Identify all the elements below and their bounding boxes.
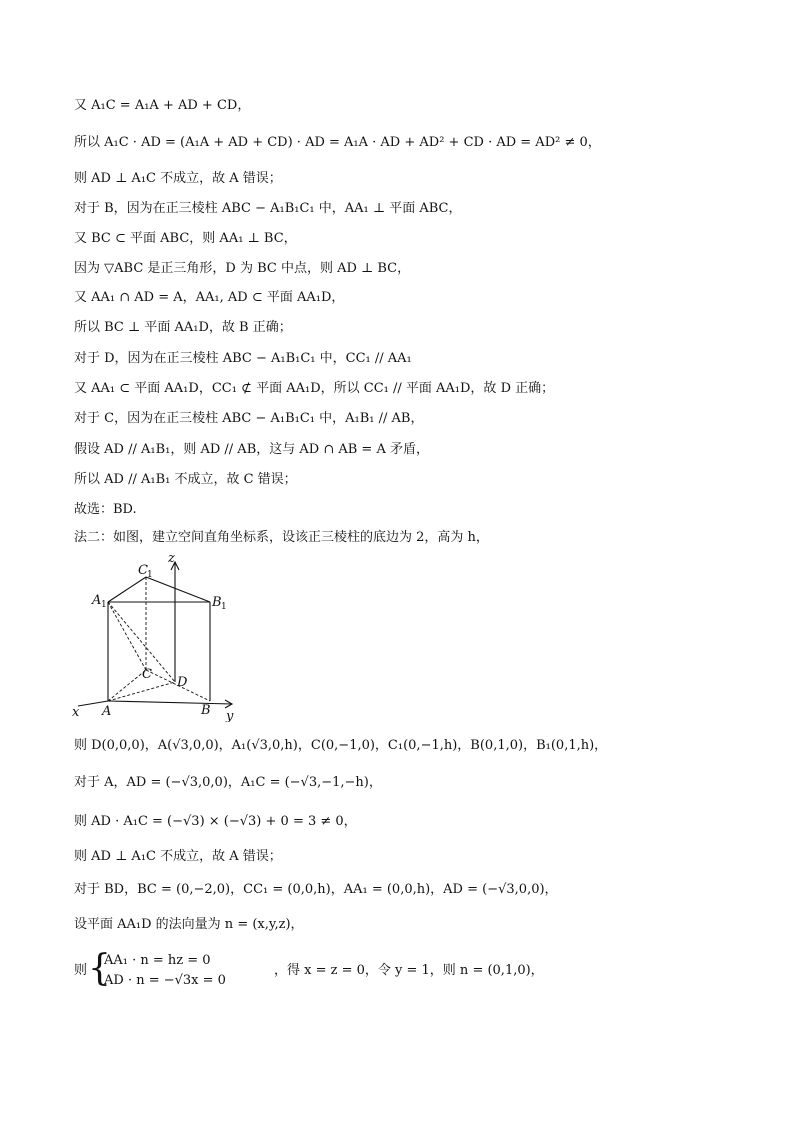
system-eq1: AA₁ · n = hz = 0 — [104, 953, 211, 968]
text-line: 又 AA₁ ∩ AD = A，AA₁, AD ⊂ 平面 AA₁D， — [74, 290, 345, 305]
text-line: 则 AD · A₁C = (−√3) × (−√3) + 0 = 3 ≠ 0， — [74, 814, 357, 829]
label-d: D — [177, 675, 188, 690]
text-line: 所以 AD // A₁B₁ 不成立，故 C 错误； — [74, 472, 297, 487]
label-a: A — [102, 704, 112, 719]
text-line: 又 BC ⊂ 平面 ABC，则 AA₁ ⊥ BC， — [74, 231, 297, 246]
text-line: 因为 ▽ABC 是正三角形，D 为 BC 中点，则 AD ⊥ BC， — [74, 261, 411, 276]
text-line: 法二：如图，建立空间直角坐标系，设该正三棱柱的底边为 2，高为 h， — [74, 530, 489, 545]
prism-coordinate-figure — [70, 552, 250, 722]
label-y: y — [226, 709, 234, 722]
label-c: C — [142, 667, 152, 682]
system-brace: { — [88, 948, 111, 989]
text-line: 所以 A₁C · AD = (A₁A + AD + CD) · AD = A₁A · AD + AD² + CD · AD = AD² ≠ 0， — [74, 135, 601, 150]
text-line: 又 A₁C = A₁A + AD + CD， — [74, 98, 251, 113]
system-prefix: 则 — [74, 963, 88, 978]
text-line: 则 AD ⊥ A₁C 不成立，故 A 错误； — [74, 171, 282, 186]
label-a1: A — [92, 593, 102, 608]
system-suffix: ，得 x = z = 0，令 y = 1，则 n = (0,1,0)， — [274, 963, 544, 978]
text-line: 又 AA₁ ⊂ 平面 AA₁D，CC₁ ⊄ 平面 AA₁D，所以 CC₁ // 平面 AA₁D，故 D 正确； — [74, 381, 555, 396]
text-line: 对于 B，因为在正三棱柱 ABC − A₁B₁C₁ 中，AA₁ ⊥ 平面 ABC， — [74, 201, 462, 216]
label-b: B — [201, 703, 211, 718]
label-z: z — [168, 552, 175, 566]
text-line: 所以 BC ⊥ 平面 AA₁D，故 B 正确； — [74, 320, 292, 335]
text-line: 则 AD ⊥ A₁C 不成立，故 A 错误； — [74, 849, 282, 864]
text-line: 对于 D，因为在正三棱柱 ABC − A₁B₁C₁ 中，CC₁ // AA₁ — [74, 351, 412, 366]
label-sub: 1 — [147, 570, 153, 580]
label-b1: B — [212, 595, 222, 610]
text-line: 对于 C，因为在正三棱柱 ABC − A₁B₁C₁ 中，A₁B₁ // AB， — [74, 411, 424, 426]
text-line: 假设 AD // A₁B₁，则 AD // AB，这与 AD ∩ AB = A 矛盾， — [74, 442, 429, 457]
label-sub: 1 — [221, 602, 227, 612]
label-c1: C — [138, 563, 148, 578]
text-line: 设平面 AA₁D 的法向量为 n = (x,y,z)， — [74, 917, 304, 932]
system-eq2: AD · n = −√3x = 0 — [104, 973, 226, 988]
text-line: 对于 BD，BC = (0,−2,0)，CC₁ = (0,0,h)，AA₁ = (0,0,h)，AD = (−√3,0,0)， — [74, 882, 558, 897]
text-line: 故选：BD. — [74, 502, 137, 517]
label-x: x — [72, 705, 80, 720]
text-line: 则 D(0,0,0)，A(√3,0,0)，A₁(√3,0,h)，C(0,−1,0)，C₁(0,−1,h)，B(0,1,0)，B₁(0,1,h)， — [74, 738, 608, 753]
label-sub: 1 — [101, 600, 107, 610]
text-line: 对于 A，AD = (−√3,0,0)，A₁C = (−√3,−1,−h)， — [74, 775, 382, 790]
